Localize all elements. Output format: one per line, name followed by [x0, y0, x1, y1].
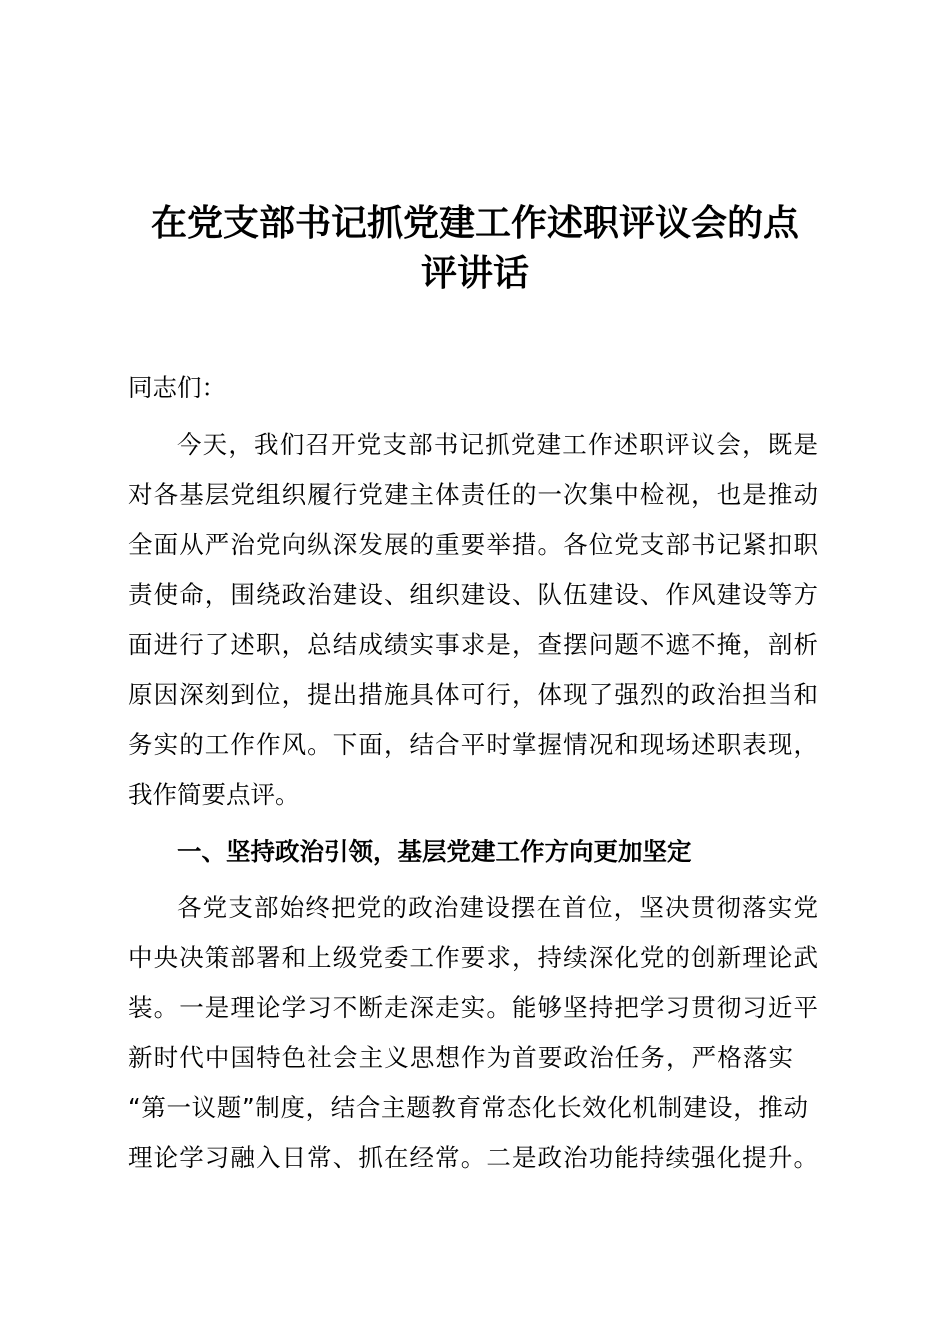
paragraph-line: 对各基层党组织履行党建主体责任的一次集中检视，也是推动 — [128, 480, 818, 509]
paragraph-line: 装。一是理论学习不断走深走实。能够坚持把学习贯彻习近平 — [128, 993, 818, 1022]
paragraph-line: 我作简要点评。 — [128, 780, 300, 809]
paragraph-line: 中央决策部署和上级党委工作要求，持续深化党的创新理论武 — [128, 943, 818, 972]
paragraph-line: 今天，我们召开党支部书记抓党建工作述职评议会，既是 — [177, 430, 818, 459]
paragraph-line: 原因深刻到位，提出措施具体可行，体现了强烈的政治担当和 — [128, 680, 818, 709]
paragraph-line: 各党支部始终把党的政治建设摆在首位，坚决贯彻落实党 — [177, 893, 818, 922]
paragraph-line: 新时代中国特色社会主义思想作为首要政治任务，严格落实 — [128, 1043, 793, 1072]
paragraph-line: 责使命，围绕政治建设、组织建设、队伍建设、作风建设等方 — [128, 580, 818, 609]
document-title-line-2: 评讲话 — [420, 252, 529, 294]
paragraph-line: 全面从严治党向纵深发展的重要举措。各位党支部书记紧扣职 — [128, 530, 818, 559]
paragraph-line: “第一议题”制度，结合主题教育常态化长效化机制建设，推动 — [128, 1093, 808, 1122]
salutation: 同志们： — [128, 373, 226, 402]
document-title-line-1: 在党支部书记抓党建工作述职评议会的点 — [150, 202, 799, 244]
paragraph-line: 面进行了述职，总结成绩实事求是，查摆问题不遮不掩，剖析 — [128, 630, 818, 659]
paragraph-line: 务实的工作作风。下面，结合平时掌握情况和现场述职表现， — [128, 730, 818, 759]
paragraph-line: 理论学习融入日常、抓在经常。二是政治功能持续强化提升。 — [128, 1143, 818, 1172]
section-heading: 一、坚持政治引领，基层党建工作方向更加坚定 — [177, 837, 692, 866]
